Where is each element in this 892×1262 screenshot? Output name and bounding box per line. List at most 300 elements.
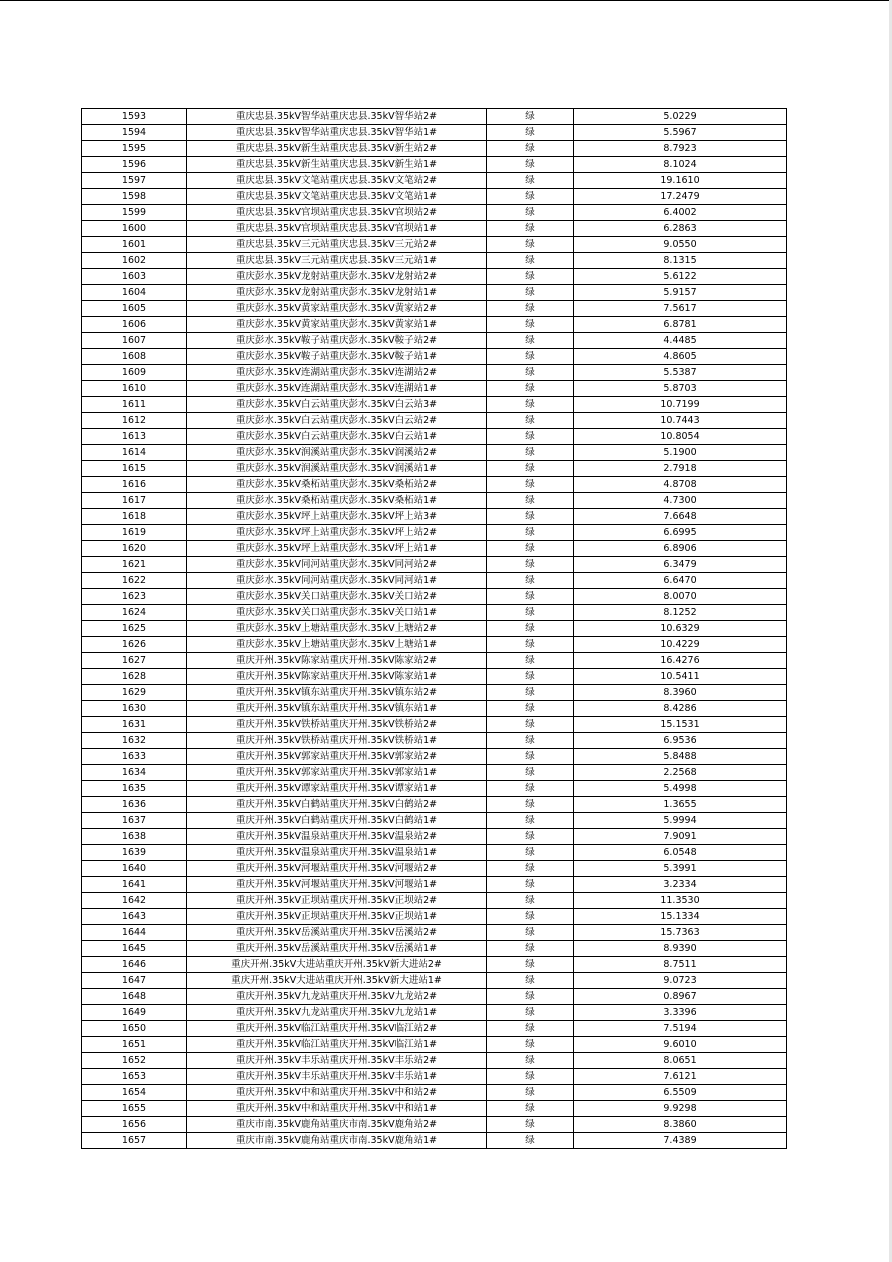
row-index-cell: 1646	[82, 957, 187, 973]
station-name-cell: 重庆彭水.35kV坪上站重庆彭水.35kV坪上站1#	[187, 541, 487, 557]
status-cell: 绿	[487, 829, 574, 845]
value-cell: 8.7511	[574, 957, 787, 973]
table-body	[82, 109, 787, 1149]
status-cell: 绿	[487, 253, 574, 269]
value-cell: 5.0229	[574, 109, 787, 125]
value-cell: 6.8781	[574, 317, 787, 333]
station-name-cell: 重庆彭水.35kV龙射站重庆彭水.35kV龙射站2#	[187, 269, 487, 285]
value-cell: 6.2863	[574, 221, 787, 237]
status-cell: 绿	[487, 765, 574, 781]
status-cell: 绿	[487, 189, 574, 205]
row-index-cell: 1620	[82, 541, 187, 557]
value-cell: 8.0651	[574, 1053, 787, 1069]
row-index-cell: 1652	[82, 1053, 187, 1069]
row-index-cell: 1616	[82, 477, 187, 493]
row-index-cell: 1639	[82, 845, 187, 861]
value-cell: 7.5617	[574, 301, 787, 317]
table-row	[82, 733, 787, 749]
row-index-cell: 1597	[82, 173, 187, 189]
status-cell: 绿	[487, 621, 574, 637]
status-cell: 绿	[487, 285, 574, 301]
station-name-cell: 重庆彭水.35kV龙射站重庆彭水.35kV龙射站1#	[187, 285, 487, 301]
station-name-cell: 重庆开州.35kV河堰站重庆开州.35kV河堰站2#	[187, 861, 487, 877]
status-cell: 绿	[487, 349, 574, 365]
table-row	[82, 1021, 787, 1037]
row-index-cell: 1621	[82, 557, 187, 573]
status-cell: 绿	[487, 157, 574, 173]
value-cell: 3.2334	[574, 877, 787, 893]
status-cell: 绿	[487, 717, 574, 733]
value-cell: 6.4002	[574, 205, 787, 221]
value-cell: 19.1610	[574, 173, 787, 189]
status-cell: 绿	[487, 365, 574, 381]
status-cell: 绿	[487, 637, 574, 653]
value-cell: 9.9298	[574, 1101, 787, 1117]
status-cell: 绿	[487, 205, 574, 221]
table-row	[82, 205, 787, 221]
row-index-cell: 1650	[82, 1021, 187, 1037]
table-row	[82, 957, 787, 973]
status-cell: 绿	[487, 733, 574, 749]
row-index-cell: 1632	[82, 733, 187, 749]
row-index-cell: 1595	[82, 141, 187, 157]
table-row	[82, 349, 787, 365]
station-name-cell: 重庆彭水.35kV连湖站重庆彭水.35kV连湖站1#	[187, 381, 487, 397]
row-index-cell: 1628	[82, 669, 187, 685]
table-row	[82, 493, 787, 509]
status-cell: 绿	[487, 893, 574, 909]
row-index-cell: 1653	[82, 1069, 187, 1085]
row-index-cell: 1648	[82, 989, 187, 1005]
status-cell: 绿	[487, 797, 574, 813]
status-cell: 绿	[487, 589, 574, 605]
row-index-cell: 1625	[82, 621, 187, 637]
table-row	[82, 1085, 787, 1101]
table-row	[82, 541, 787, 557]
table-row	[82, 1117, 787, 1133]
station-name-cell: 重庆开州.35kV谭家站重庆开州.35kV谭家站1#	[187, 781, 487, 797]
table-row	[82, 397, 787, 413]
table-row	[82, 1037, 787, 1053]
row-index-cell: 1637	[82, 813, 187, 829]
station-name-cell: 重庆彭水.35kV同河站重庆彭水.35kV同河站1#	[187, 573, 487, 589]
status-cell: 绿	[487, 813, 574, 829]
table-row	[82, 589, 787, 605]
table-row	[82, 141, 787, 157]
value-cell: 5.9994	[574, 813, 787, 829]
row-index-cell: 1607	[82, 333, 187, 349]
row-index-cell: 1608	[82, 349, 187, 365]
row-index-cell: 1617	[82, 493, 187, 509]
status-cell: 绿	[487, 1037, 574, 1053]
value-cell: 0.8967	[574, 989, 787, 1005]
station-name-cell: 重庆忠县.35kV文笔站重庆忠县.35kV文笔站1#	[187, 189, 487, 205]
station-name-cell: 重庆忠县.35kV智华站重庆忠县.35kV智华站1#	[187, 125, 487, 141]
status-cell: 绿	[487, 173, 574, 189]
row-index-cell: 1626	[82, 637, 187, 653]
table-row	[82, 525, 787, 541]
value-cell: 17.2479	[574, 189, 787, 205]
status-cell: 绿	[487, 477, 574, 493]
station-name-cell: 重庆开州.35kV郭家站重庆开州.35kV郭家站1#	[187, 765, 487, 781]
row-index-cell: 1594	[82, 125, 187, 141]
status-cell: 绿	[487, 925, 574, 941]
table-row	[82, 173, 787, 189]
station-name-cell: 重庆开州.35kV铁桥站重庆开州.35kV铁桥站1#	[187, 733, 487, 749]
row-index-cell: 1610	[82, 381, 187, 397]
table-row	[82, 317, 787, 333]
row-index-cell: 1654	[82, 1085, 187, 1101]
station-name-cell: 重庆开州.35kV郭家站重庆开州.35kV郭家站2#	[187, 749, 487, 765]
station-name-cell: 重庆彭水.35kV白云站重庆彭水.35kV白云站3#	[187, 397, 487, 413]
station-name-cell: 重庆开州.35kV铁桥站重庆开州.35kV铁桥站2#	[187, 717, 487, 733]
status-cell: 绿	[487, 701, 574, 717]
status-cell: 绿	[487, 989, 574, 1005]
table-row	[82, 605, 787, 621]
value-cell: 2.2568	[574, 765, 787, 781]
station-name-cell: 重庆彭水.35kV连湖站重庆彭水.35kV连湖站2#	[187, 365, 487, 381]
value-cell: 7.6121	[574, 1069, 787, 1085]
value-cell: 5.8488	[574, 749, 787, 765]
table-row	[82, 669, 787, 685]
status-cell: 绿	[487, 1005, 574, 1021]
table-row	[82, 365, 787, 381]
row-index-cell: 1599	[82, 205, 187, 221]
status-cell: 绿	[487, 685, 574, 701]
status-cell: 绿	[487, 909, 574, 925]
station-name-cell: 重庆市南.35kV鹿角站重庆市南.35kV鹿角站2#	[187, 1117, 487, 1133]
table-row	[82, 573, 787, 589]
row-index-cell: 1605	[82, 301, 187, 317]
station-name-cell: 重庆忠县.35kV智华站重庆忠县.35kV智华站2#	[187, 109, 487, 125]
table-row	[82, 381, 787, 397]
table-row	[82, 717, 787, 733]
status-cell: 绿	[487, 493, 574, 509]
row-index-cell: 1634	[82, 765, 187, 781]
value-cell: 6.9536	[574, 733, 787, 749]
station-name-cell: 重庆开州.35kV临江站重庆开州.35kV临江站2#	[187, 1021, 487, 1037]
row-index-cell: 1656	[82, 1117, 187, 1133]
value-cell: 16.4276	[574, 653, 787, 669]
value-cell: 4.8605	[574, 349, 787, 365]
row-index-cell: 1644	[82, 925, 187, 941]
value-cell: 8.1252	[574, 605, 787, 621]
value-cell: 8.9390	[574, 941, 787, 957]
table-row	[82, 797, 787, 813]
station-name-cell: 重庆市南.35kV鹿角站重庆市南.35kV鹿角站1#	[187, 1133, 487, 1149]
status-cell: 绿	[487, 1069, 574, 1085]
row-index-cell: 1631	[82, 717, 187, 733]
value-cell: 15.1334	[574, 909, 787, 925]
status-cell: 绿	[487, 461, 574, 477]
row-index-cell: 1633	[82, 749, 187, 765]
status-cell: 绿	[487, 237, 574, 253]
table-row	[82, 749, 787, 765]
value-cell: 7.6648	[574, 509, 787, 525]
status-cell: 绿	[487, 653, 574, 669]
value-cell: 9.0723	[574, 973, 787, 989]
table-row	[82, 253, 787, 269]
value-cell: 5.5967	[574, 125, 787, 141]
value-cell: 10.4229	[574, 637, 787, 653]
table-row	[82, 701, 787, 717]
status-cell: 绿	[487, 413, 574, 429]
status-cell: 绿	[487, 397, 574, 413]
value-cell: 6.0548	[574, 845, 787, 861]
value-cell: 6.3479	[574, 557, 787, 573]
station-name-cell: 重庆开州.35kV岳溪站重庆开州.35kV岳溪站2#	[187, 925, 487, 941]
row-index-cell: 1622	[82, 573, 187, 589]
station-name-cell: 重庆彭水.35kV桑柘站重庆彭水.35kV桑柘站2#	[187, 477, 487, 493]
station-name-cell: 重庆开州.35kV镇东站重庆开州.35kV镇东站1#	[187, 701, 487, 717]
table-row	[82, 637, 787, 653]
value-cell: 6.6995	[574, 525, 787, 541]
station-name-cell: 重庆忠县.35kV新生站重庆忠县.35kV新生站1#	[187, 157, 487, 173]
value-cell: 3.3396	[574, 1005, 787, 1021]
table-row	[82, 1101, 787, 1117]
row-index-cell: 1649	[82, 1005, 187, 1021]
value-cell: 10.7443	[574, 413, 787, 429]
status-cell: 绿	[487, 749, 574, 765]
table-row	[82, 973, 787, 989]
value-cell: 10.7199	[574, 397, 787, 413]
station-name-cell: 重庆开州.35kV大进站重庆开州.35kV新大进站2#	[187, 957, 487, 973]
row-index-cell: 1600	[82, 221, 187, 237]
row-index-cell: 1630	[82, 701, 187, 717]
table-row	[82, 781, 787, 797]
value-cell: 4.8708	[574, 477, 787, 493]
value-cell: 8.3860	[574, 1117, 787, 1133]
table-row	[82, 301, 787, 317]
value-cell: 10.8054	[574, 429, 787, 445]
value-cell: 8.0070	[574, 589, 787, 605]
station-name-cell: 重庆开州.35kV中和站重庆开州.35kV中和站2#	[187, 1085, 487, 1101]
row-index-cell: 1598	[82, 189, 187, 205]
row-index-cell: 1596	[82, 157, 187, 173]
table-row	[82, 509, 787, 525]
value-cell: 8.3960	[574, 685, 787, 701]
table-row	[82, 989, 787, 1005]
station-name-cell: 重庆开州.35kV温泉站重庆开州.35kV温泉站1#	[187, 845, 487, 861]
station-name-cell: 重庆开州.35kV陈家站重庆开州.35kV陈家站2#	[187, 653, 487, 669]
station-name-cell: 重庆开州.35kV九龙站重庆开州.35kV九龙站1#	[187, 1005, 487, 1021]
row-index-cell: 1609	[82, 365, 187, 381]
value-cell: 8.4286	[574, 701, 787, 717]
value-cell: 2.7918	[574, 461, 787, 477]
status-cell: 绿	[487, 221, 574, 237]
status-cell: 绿	[487, 781, 574, 797]
table-row	[82, 893, 787, 909]
status-cell: 绿	[487, 141, 574, 157]
station-name-cell: 重庆彭水.35kV黄家站重庆彭水.35kV黄家站1#	[187, 317, 487, 333]
station-name-cell: 重庆开州.35kV白鹤站重庆开州.35kV白鹤站2#	[187, 797, 487, 813]
table-row	[82, 1069, 787, 1085]
station-name-cell: 重庆开州.35kV镇东站重庆开州.35kV镇东站2#	[187, 685, 487, 701]
table-row	[82, 861, 787, 877]
page-top-border	[0, 0, 892, 1]
station-name-cell: 重庆开州.35kV温泉站重庆开州.35kV温泉站2#	[187, 829, 487, 845]
value-cell: 6.5509	[574, 1085, 787, 1101]
row-index-cell: 1641	[82, 877, 187, 893]
table-row	[82, 413, 787, 429]
row-index-cell: 1601	[82, 237, 187, 253]
station-name-cell: 重庆忠县.35kV文笔站重庆忠县.35kV文笔站2#	[187, 173, 487, 189]
value-cell: 5.1900	[574, 445, 787, 461]
value-cell: 5.9157	[574, 285, 787, 301]
status-cell: 绿	[487, 1085, 574, 1101]
station-name-cell: 重庆彭水.35kV上塘站重庆彭水.35kV上塘站1#	[187, 637, 487, 653]
value-cell: 10.5411	[574, 669, 787, 685]
value-cell: 15.7363	[574, 925, 787, 941]
table-row	[82, 461, 787, 477]
station-name-cell: 重庆忠县.35kV三元站重庆忠县.35kV三元站1#	[187, 253, 487, 269]
table-row	[82, 909, 787, 925]
row-index-cell: 1619	[82, 525, 187, 541]
table-row	[82, 1133, 787, 1149]
table-row	[82, 269, 787, 285]
station-name-cell: 重庆彭水.35kV润溪站重庆彭水.35kV润溪站2#	[187, 445, 487, 461]
table-row	[82, 941, 787, 957]
value-cell: 9.6010	[574, 1037, 787, 1053]
value-cell: 5.5387	[574, 365, 787, 381]
table-row	[82, 557, 787, 573]
row-index-cell: 1657	[82, 1133, 187, 1149]
table-row	[82, 685, 787, 701]
status-cell: 绿	[487, 1133, 574, 1149]
value-cell: 7.9091	[574, 829, 787, 845]
status-cell: 绿	[487, 1117, 574, 1133]
status-cell: 绿	[487, 317, 574, 333]
table-row	[82, 1053, 787, 1069]
row-index-cell: 1635	[82, 781, 187, 797]
status-cell: 绿	[487, 573, 574, 589]
table-row	[82, 157, 787, 173]
row-index-cell: 1629	[82, 685, 187, 701]
value-cell: 7.5194	[574, 1021, 787, 1037]
value-cell: 4.4485	[574, 333, 787, 349]
status-cell: 绿	[487, 861, 574, 877]
row-index-cell: 1593	[82, 109, 187, 125]
table-row	[82, 125, 787, 141]
row-index-cell: 1615	[82, 461, 187, 477]
station-name-cell: 重庆开州.35kV九龙站重庆开州.35kV九龙站2#	[187, 989, 487, 1005]
status-cell: 绿	[487, 669, 574, 685]
station-name-cell: 重庆彭水.35kV白云站重庆彭水.35kV白云站2#	[187, 413, 487, 429]
status-cell: 绿	[487, 125, 574, 141]
station-name-cell: 重庆开州.35kV陈家站重庆开州.35kV陈家站1#	[187, 669, 487, 685]
row-index-cell: 1643	[82, 909, 187, 925]
station-name-cell: 重庆彭水.35kV鞍子站重庆彭水.35kV鞍子站1#	[187, 349, 487, 365]
station-name-cell: 重庆彭水.35kV坪上站重庆彭水.35kV坪上站2#	[187, 525, 487, 541]
row-index-cell: 1611	[82, 397, 187, 413]
station-name-cell: 重庆彭水.35kV关口站重庆彭水.35kV关口站1#	[187, 605, 487, 621]
value-cell: 6.8906	[574, 541, 787, 557]
table-row	[82, 845, 787, 861]
status-cell: 绿	[487, 109, 574, 125]
value-cell: 6.6470	[574, 573, 787, 589]
station-name-cell: 重庆彭水.35kV黄家站重庆彭水.35kV黄家站2#	[187, 301, 487, 317]
status-cell: 绿	[487, 525, 574, 541]
status-cell: 绿	[487, 845, 574, 861]
row-index-cell: 1640	[82, 861, 187, 877]
station-name-cell: 重庆开州.35kV丰乐站重庆开州.35kV丰乐站1#	[187, 1069, 487, 1085]
status-cell: 绿	[487, 1101, 574, 1117]
row-index-cell: 1618	[82, 509, 187, 525]
row-index-cell: 1636	[82, 797, 187, 813]
status-cell: 绿	[487, 973, 574, 989]
station-name-cell: 重庆开州.35kV临江站重庆开州.35kV临江站1#	[187, 1037, 487, 1053]
table-row	[82, 237, 787, 253]
row-index-cell: 1647	[82, 973, 187, 989]
station-name-cell: 重庆开州.35kV白鹤站重庆开州.35kV白鹤站1#	[187, 813, 487, 829]
table-row	[82, 877, 787, 893]
station-name-cell: 重庆彭水.35kV同河站重庆彭水.35kV同河站2#	[187, 557, 487, 573]
station-name-cell: 重庆开州.35kV大进站重庆开州.35kV新大进站1#	[187, 973, 487, 989]
station-name-cell: 重庆彭水.35kV鞍子站重庆彭水.35kV鞍子站2#	[187, 333, 487, 349]
station-name-cell: 重庆彭水.35kV桑柘站重庆彭水.35kV桑柘站1#	[187, 493, 487, 509]
row-index-cell: 1613	[82, 429, 187, 445]
table-row	[82, 109, 787, 125]
value-cell: 10.6329	[574, 621, 787, 637]
status-cell: 绿	[487, 1053, 574, 1069]
table-row	[82, 829, 787, 845]
row-index-cell: 1602	[82, 253, 187, 269]
status-cell: 绿	[487, 941, 574, 957]
row-index-cell: 1645	[82, 941, 187, 957]
value-cell: 7.4389	[574, 1133, 787, 1149]
row-index-cell: 1612	[82, 413, 187, 429]
station-name-cell: 重庆开州.35kV正坝站重庆开州.35kV正坝站2#	[187, 893, 487, 909]
row-index-cell: 1606	[82, 317, 187, 333]
value-cell: 11.3530	[574, 893, 787, 909]
row-index-cell: 1627	[82, 653, 187, 669]
station-name-cell: 重庆开州.35kV中和站重庆开州.35kV中和站1#	[187, 1101, 487, 1117]
table-row	[82, 221, 787, 237]
row-index-cell: 1614	[82, 445, 187, 461]
value-cell: 5.6122	[574, 269, 787, 285]
value-cell: 9.0550	[574, 237, 787, 253]
value-cell: 8.7923	[574, 141, 787, 157]
status-cell: 绿	[487, 445, 574, 461]
row-index-cell: 1651	[82, 1037, 187, 1053]
station-name-cell: 重庆彭水.35kV关口站重庆彭水.35kV关口站2#	[187, 589, 487, 605]
station-name-cell: 重庆彭水.35kV润溪站重庆彭水.35kV润溪站1#	[187, 461, 487, 477]
status-cell: 绿	[487, 381, 574, 397]
value-cell: 5.4998	[574, 781, 787, 797]
row-index-cell: 1642	[82, 893, 187, 909]
station-name-cell: 重庆忠县.35kV官坝站重庆忠县.35kV官坝站2#	[187, 205, 487, 221]
station-name-cell: 重庆忠县.35kV新生站重庆忠县.35kV新生站2#	[187, 141, 487, 157]
status-cell: 绿	[487, 605, 574, 621]
row-index-cell: 1655	[82, 1101, 187, 1117]
status-cell: 绿	[487, 333, 574, 349]
station-name-cell: 重庆忠县.35kV三元站重庆忠县.35kV三元站2#	[187, 237, 487, 253]
table-row	[82, 653, 787, 669]
table-row	[82, 765, 787, 781]
data-table	[81, 108, 787, 1149]
value-cell: 5.8703	[574, 381, 787, 397]
table-row	[82, 333, 787, 349]
table-row	[82, 925, 787, 941]
value-cell: 8.1315	[574, 253, 787, 269]
station-name-cell: 重庆开州.35kV河堰站重庆开州.35kV河堰站1#	[187, 877, 487, 893]
table-row	[82, 429, 787, 445]
value-cell: 15.1531	[574, 717, 787, 733]
value-cell: 1.3655	[574, 797, 787, 813]
status-cell: 绿	[487, 957, 574, 973]
station-name-cell: 重庆彭水.35kV上塘站重庆彭水.35kV上塘站2#	[187, 621, 487, 637]
status-cell: 绿	[487, 557, 574, 573]
